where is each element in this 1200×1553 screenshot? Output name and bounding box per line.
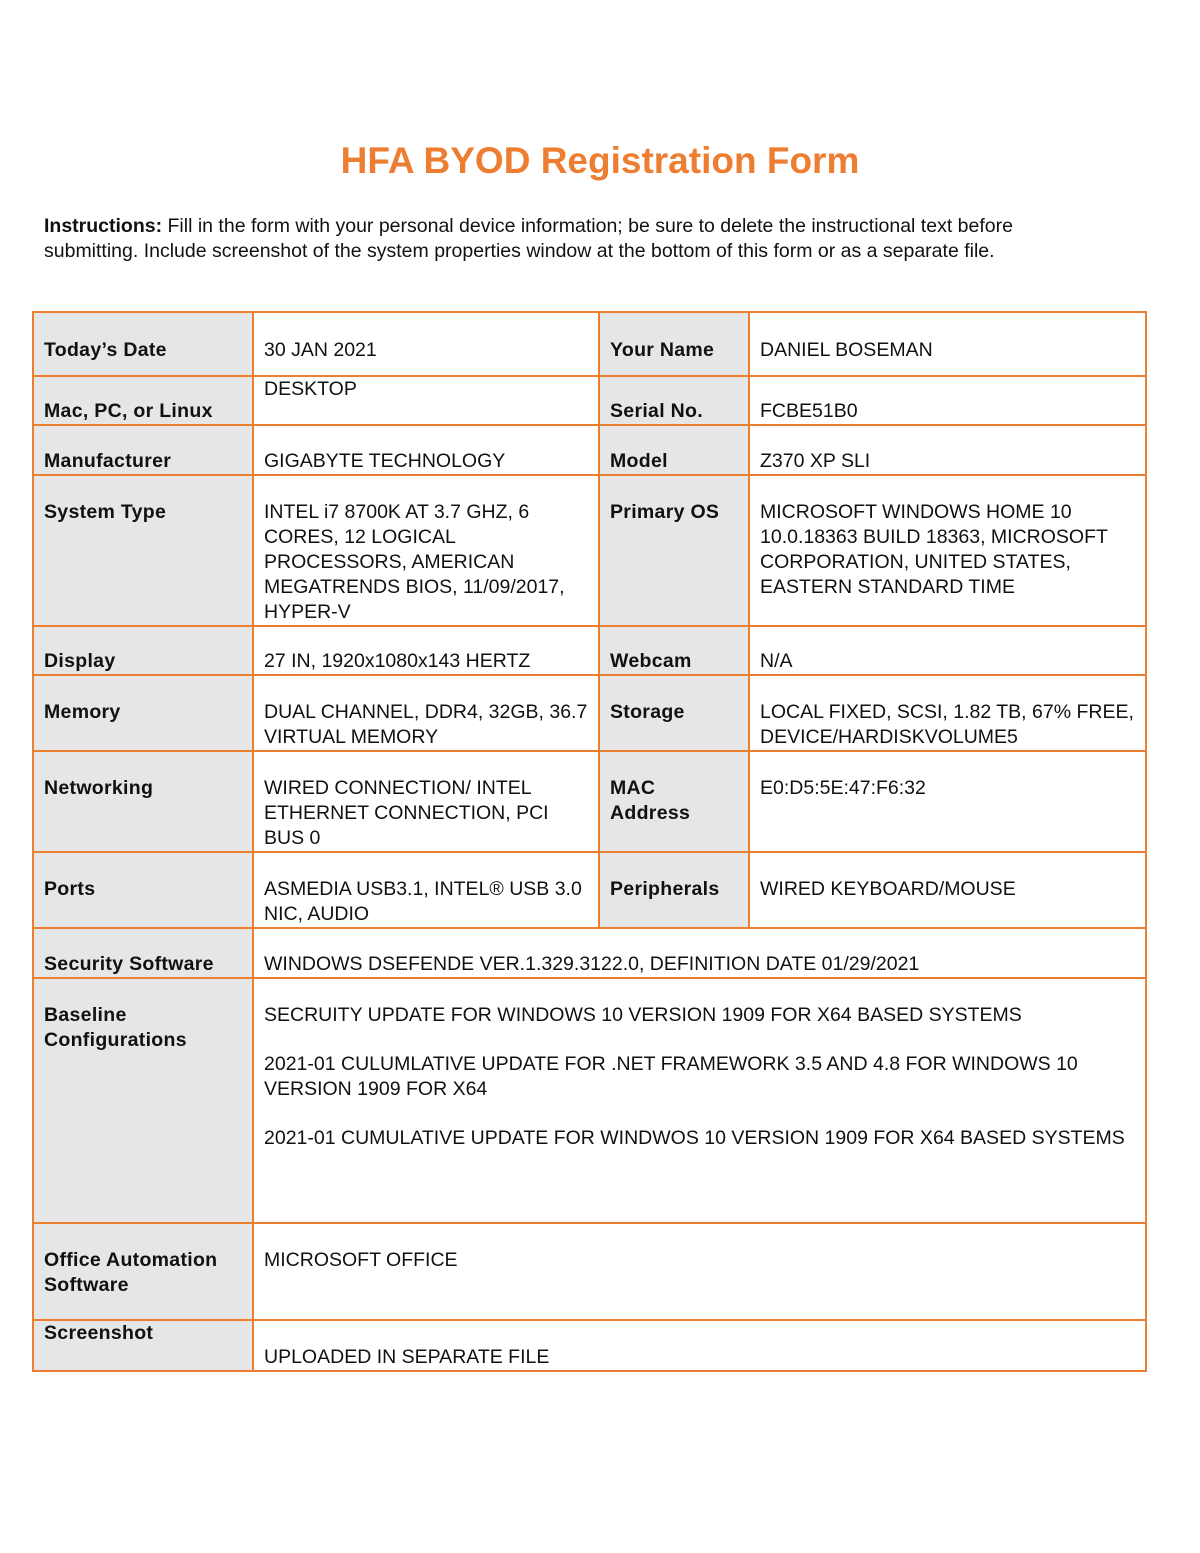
screenshot-label: Screenshot <box>33 1320 253 1371</box>
mac-address-field[interactable]: E0:D5:5E:47:F6:32 <box>749 751 1146 852</box>
security-software-field[interactable]: WINDOWS DSEFENDE VER.1.329.3122.0, DEFINITION DATE 01/29/2021 <box>253 928 1146 978</box>
form-row-display-webcam <box>33 626 1146 675</box>
form-row-office <box>33 1223 1146 1320</box>
screenshot-field[interactable]: UPLOADED IN SEPARATE FILE <box>253 1320 1146 1371</box>
form-row-ports-peripherals <box>33 852 1146 928</box>
primary-os-label: Primary OS <box>599 475 749 626</box>
serial-no-field[interactable]: FCBE51B0 <box>749 376 1146 425</box>
manufacturer-field[interactable]: GIGABYTE TECHNOLOGY <box>253 425 599 475</box>
form-row-security <box>33 928 1146 978</box>
todays-date-label: Today’s Date <box>33 312 253 376</box>
memory-field[interactable]: DUAL CHANNEL, DDR4, 32GB, 36.7 VIRTUAL MEMORY <box>253 675 599 751</box>
system-type-field[interactable]: INTEL i7 8700K AT 3.7 GHZ, 6 CORES, 12 LOGICAL PROCESSORS, AMERICAN MEGATRENDS BIOS, 11/09/2017, HYPER-V <box>253 475 599 626</box>
ports-label: Ports <box>33 852 253 928</box>
model-field[interactable]: Z370 XP SLI <box>749 425 1146 475</box>
form-row-networking-mac <box>33 751 1146 852</box>
form-row-baseline <box>33 978 1146 1223</box>
webcam-label: Webcam <box>599 626 749 675</box>
baseline-item: SECRUITY UPDATE FOR WINDOWS 10 VERSION 1909 FOR X64 BASED SYSTEMS <box>264 1004 1022 1026</box>
your-name-field[interactable]: DANIEL BOSEMAN <box>749 312 1146 376</box>
memory-label: Memory <box>33 675 253 751</box>
todays-date-field[interactable]: 30 JAN 2021 <box>253 312 599 376</box>
baseline-item: 2021-01 CUMULATIVE UPDATE FOR WINDWOS 10 VERSION 1909 FOR X64 BASED SYSTEMS <box>264 1127 1125 1149</box>
primary-os-field[interactable]: MICROSOFT WINDOWS HOME 10 10.0.18363 BUILD 18363, MICROSOFT CORPORATION, UNITED STATES, EASTERN STANDARD TIME <box>749 475 1146 626</box>
display-label: Display <box>33 626 253 675</box>
mac-address-label: MAC Address <box>599 751 749 852</box>
form-row-device-serial <box>33 376 1146 425</box>
baseline-configurations-field[interactable] <box>253 978 1146 1223</box>
model-label: Model <box>599 425 749 475</box>
office-automation-field[interactable]: MICROSOFT OFFICE <box>253 1223 1146 1320</box>
your-name-label: Your Name <box>599 312 749 376</box>
peripherals-label: Peripherals <box>599 852 749 928</box>
peripherals-field[interactable]: WIRED KEYBOARD/MOUSE <box>749 852 1146 928</box>
form-row-system-os <box>33 475 1146 626</box>
form-row-manufacturer-model <box>33 425 1146 475</box>
manufacturer-label: Manufacturer <box>33 425 253 475</box>
security-software-label: Security Software <box>33 928 253 978</box>
form-row-date-name <box>33 312 1146 376</box>
ports-field[interactable]: ASMEDIA USB3.1, INTEL® USB 3.0 NIC, AUDIO <box>253 852 599 928</box>
instructions <box>44 214 1074 264</box>
office-automation-label: Office Automation Software <box>33 1223 253 1320</box>
baseline-item: 2021-01 CULUMLATIVE UPDATE FOR .NET FRAMEWORK 3.5 AND 4.8 FOR WINDOWS 10 VERSION 1909 FOR X64 <box>264 1053 1078 1100</box>
form-row-memory-storage <box>33 675 1146 751</box>
storage-field[interactable]: LOCAL FIXED, SCSI, 1.82 TB, 67% FREE, DEVICE/HARDISKVOLUME5 <box>749 675 1146 751</box>
webcam-field[interactable]: N/A <box>749 626 1146 675</box>
form-row-screenshot <box>33 1320 1146 1371</box>
networking-field[interactable]: WIRED CONNECTION/ INTEL ETHERNET CONNECTION, PCI BUS 0 <box>253 751 599 852</box>
instructions-label: Instructions: <box>44 215 163 237</box>
device-type-label: Mac, PC, or Linux <box>33 376 253 425</box>
system-type-label: System Type <box>33 475 253 626</box>
display-field[interactable]: 27 IN, 1920x1080x143 HERTZ <box>253 626 599 675</box>
networking-label: Networking <box>33 751 253 852</box>
instructions-text: Fill in the form with your personal device information; be sure to delete the instructional text before submitting. Include screenshot of the system properties window at the bottom of this form or as a separate file. <box>44 215 1013 262</box>
baseline-configurations-label: Baseline Configurations <box>33 978 253 1223</box>
storage-label: Storage <box>599 675 749 751</box>
device-type-field[interactable]: DESKTOP <box>253 376 599 425</box>
serial-no-label: Serial No. <box>599 376 749 425</box>
page-title: HFA BYOD Registration Form <box>340 140 860 181</box>
registration-form-table <box>32 311 1147 1372</box>
